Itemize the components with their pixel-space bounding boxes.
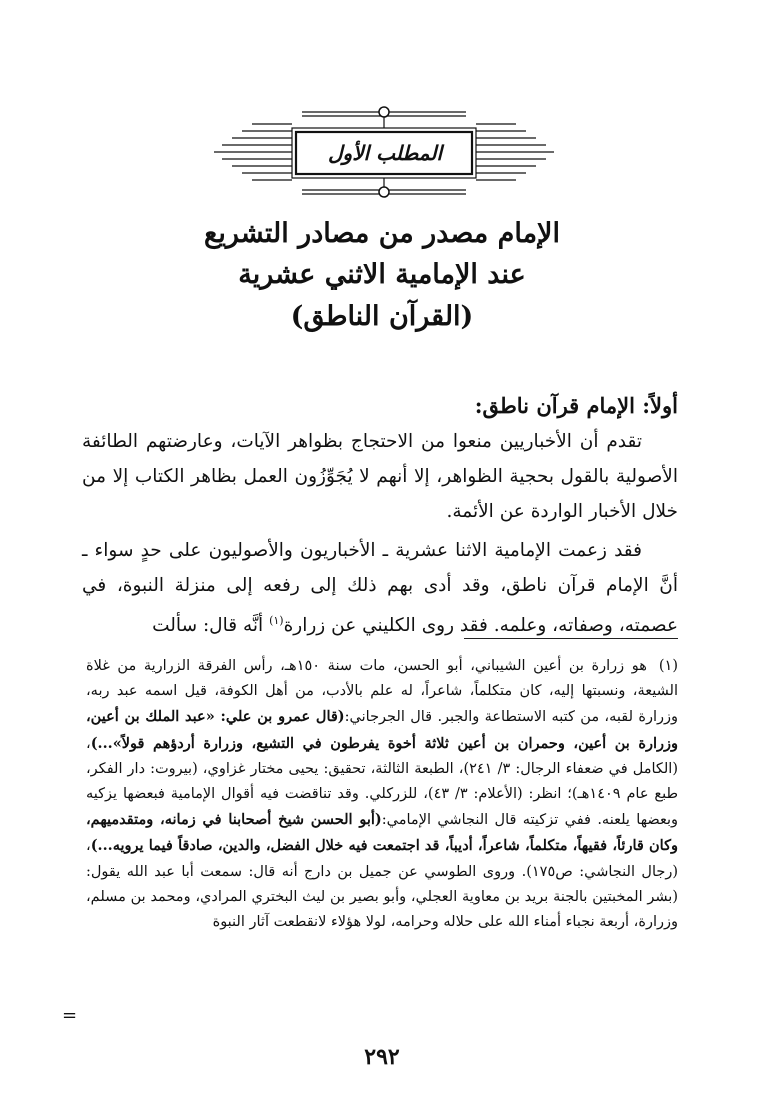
footnote-text: ، (الكامل في ضعفاء الرجال: ٣/ ٢٤١)، الطبعة الثالثة، تحقيق: يحيى مختار غزاوي، (بيروت: دار الفكر، طبع عام ١٤٠٩هـ)؛ انظر: (الأعلام: ٣/ ٤٣)، للزركلي. وقد تناقضت فيه أقوال الإمامية فبعضها يزكيه وبعضها يلعنه. ففي تزكيته قال النجاشي الإمامي: — [86, 735, 678, 829]
chapter-title-line-2: عند الإمامية الاثني عشرية — [238, 259, 526, 290]
footnote-separator — [464, 638, 678, 639]
paragraph-2-text-end: أنَّه قال: سألت — [152, 615, 270, 637]
footnote-quote-bold: (قال عمرو بن علي: «عبد الملك بن أعين، وزرارة بن أعين، وحمران بن أعين ثلاثة أخوة يفرطون في التشيع، وزرارة أردؤهم قولاً»...) — [86, 708, 678, 752]
footnote-number: (١) — [658, 658, 679, 674]
page-number: ٢٩٢ — [364, 1044, 400, 1070]
footnote-text: هو زرارة بن أعين الشيباني، أبو الحسن، مات سنة ١٥٠هـ، رأس الفرقة الزرارية من غلاة الشيعة، ونسبتها إليه، كان متكلماً، شاعراً، له علم بالأدب، من أهل الكوفة، قيل اسمه عبد ربه، وزرارة لقبه، من كتبه الاستطاعة والجبر. قال الجرجاني: — [86, 658, 678, 726]
paragraph-2-text: فقد زعمت الإمامية الاثنا عشرية ـ الأخباريون والأصوليون على حدٍ سواء ـ أنَّ الإمام قرآن ناطق، وقد أدى بهم ذلك إلى رفعه إلى منزلة النبوة، في عصمته، وصفاته، وعلمه. فقد روى الكليني عن زرارة — [82, 540, 678, 637]
footnote-quote-bold: (أبو الحسن شيخ أصحابنا في زمانه، ومتقدميهم، وكان قارئاً، فقيهاً، متكلماً، شاعراً، أديباً، قد اجتمعت فيه خلال الفضل، والدين، صادقاً فيما يرويه...) — [86, 811, 678, 855]
continuation-mark: = — [62, 1005, 78, 1026]
footnote-reference[interactable]: (١) — [269, 614, 284, 627]
section-label: المطلب الأول — [328, 141, 442, 165]
chapter-title-line-1: الإمام مصدر من مصادر التشريع — [204, 218, 560, 249]
chapter-title-line-3: (القرآن الناطق) — [290, 301, 474, 332]
subsection-heading: أولاً: الإمام قرآن ناطق: — [474, 393, 678, 418]
footnote-text: ، (رجال النجاشي: ص١٧٥). وروى الطوسي عن جميل بن دارج أنه قال: سمعت أبا عبد الله يقول: (بشر المخبتين بالجنة بريد بن معاوية العجلي، وأبو بصير بن ليث البختري المرادي، ومحمد بن مسلم، وزرارة، أربعة نجباء أمناء الله على حلاله وحرامه، لولا هؤلاء لانقطعت آثار النبوة — [86, 838, 679, 931]
footnote — [86, 654, 678, 935]
paragraph-2 — [82, 533, 678, 643]
paragraph-1: تقدم أن الأخباريين منعوا من الاحتجاج بظواهر الآيات، وعارضتهم الطائفة الأصولية بالقول بحجية الظواهر، إلا أنهم لا يُجَوِّزُون العمل بظاهر الكتاب إلا من خلال الأخبار الواردة عن الأئمة. — [82, 431, 678, 522]
